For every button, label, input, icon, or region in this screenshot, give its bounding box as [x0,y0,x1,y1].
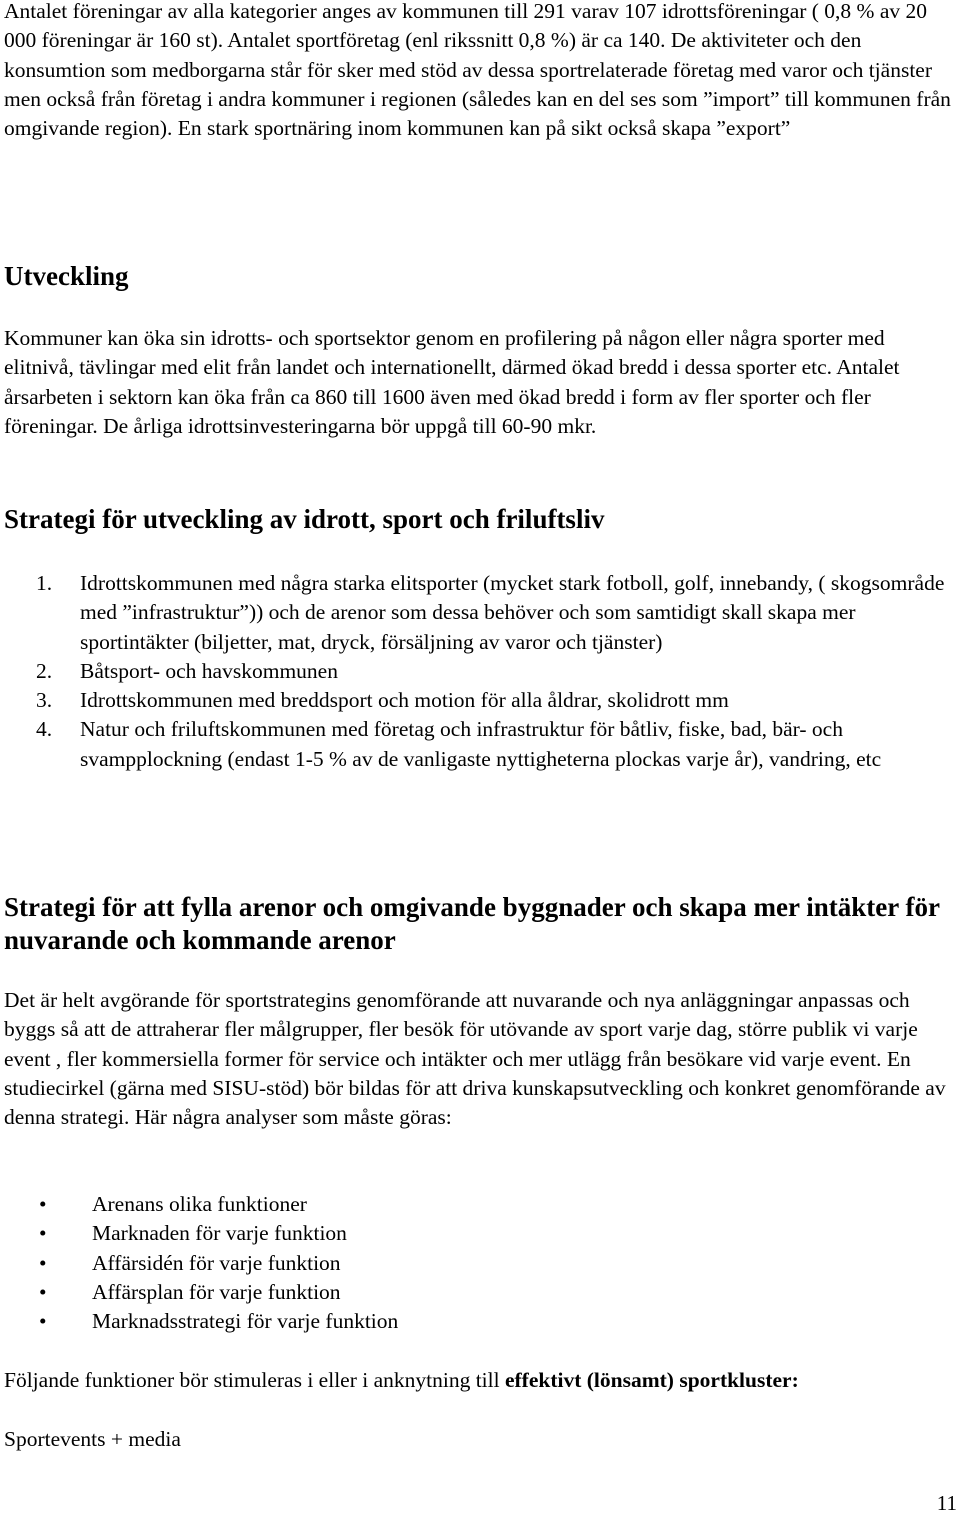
list-item [4,657,954,686]
list-item-text: Idrottskommunen med några starka elitsporter (mycket stark fotboll, golf, innebandy, ( skogsområde med ”infrastruktur”)) och de arenor som dessa behöver och som samtidigt skall skapa mer sportintäkter (biljetter, mat, dryck, försäljning av varor och tjänster) [80,571,945,654]
closing-last-line: Sportevents + media [4,1427,181,1451]
page-number: 11 [936,1491,957,1515]
closing-emphasis-text: effektivt (lönsamt) sportkluster: [504,1368,799,1392]
list-item [4,715,954,774]
list-number: 2. [36,658,53,683]
bullet-icon: • [39,1279,47,1304]
heading-strategi-arenor: Strategi för att fylla arenor och omgivande byggnader och skapa mer intäkter för nuvarande och kommande arenor [4,892,940,955]
closing-lead-text: Följande funktioner bör stimuleras i eller i anknytning till [4,1368,505,1392]
closing-paragraph [4,1366,954,1395]
list-item [4,569,954,657]
bullet-item [4,1307,954,1336]
bullet-item-text: Arenans olika funktioner [92,1192,307,1216]
bullet-icon: • [39,1250,47,1275]
list-item [4,686,954,715]
utveckling-paragraph: Kommuner kan öka sin idrotts- och sportsektor genom en profilering på någon eller några sporter med elitnivå, tävlingar med elit från landet och internationellt, därmed ökad bredd i dessa sporter etc. Antalet årsarbeten i sektorn kan öka från ca 860 till 1600 även med ökad bredd i form av fler sporter och fler föreningar. De årliga idrottsinvesteringarna bör uppgå till 60-90 mkr. [4,326,900,438]
list-item-text: Båtsport- och havskommunen [80,658,338,683]
bullet-item [4,1278,954,1307]
bullet-item [4,1249,954,1278]
list-number: 4. [36,717,53,742]
list-item-text: Natur och friluftskommunen med företag och infrastruktur för båtliv, fiske, bad, bär- och svampplockning (endast 1-5 % av de vanligaste nyttigheterna plockas varje år), vandring, etc [80,717,882,771]
list-number: 1. [36,571,53,595]
heading-utveckling: Utveckling [4,261,129,291]
bullet-icon: • [39,1192,47,1216]
arenor-paragraph: Det är helt avgörande för sportstrategins genomförande att nuvarande och nya anläggningar anpassas och byggs så att de attraherar fler målgrupper, fler besök för utövande av sport varje dag, större publik vi varje event , fler kommersiella former för service och intäkter och mer utlägg från besökare vid varje event. En studiecirkel (gärna med SISU-stöd) bör bildas för att driva kunskapsutveckling och konkret genomförande av denna strategi. Här några analyser som måste göras: [4,988,946,1130]
bullet-icon: • [39,1221,47,1246]
bullet-item-text: Affärsidén för varje funktion [92,1250,341,1275]
bullet-item-text: Marknadsstrategi för varje funktion [92,1309,399,1334]
intro-paragraph: Antalet föreningar av alla kategorier anges av kommunen till 291 varav 107 idrottsföreningar ( 0,8 % av 20 000 föreningar är 160 st). Antalet sportföretag (enl rikssnitt 0,8 %) är ca 140. De aktiviteter och den konsumtion som medborgarna står för sker med stöd av dessa sportrelaterade företag med varor och tjänster men också från företag i andra kommuner i regionen (således kan en del ses som ”import” till kommunen från omgivande region). En stark sportnäring inom kommunen kan på sikt också skapa ”export” [4,0,951,141]
bullet-icon: • [39,1309,47,1334]
bullet-item [4,1219,954,1248]
bullet-item-text: Affärsplan för varje funktion [92,1279,341,1304]
bullet-item [4,1190,954,1219]
bullet-item-text: Marknaden för varje funktion [92,1221,347,1246]
list-number: 3. [36,688,53,713]
heading-strategi-utveckling: Strategi för utveckling av idrott, sport och friluftsliv [4,504,605,534]
strategy-numbered-list [4,569,954,774]
analysis-bullet-list [4,1190,954,1336]
list-item-text: Idrottskommunen med breddsport och motion för alla åldrar, skolidrott mm [80,688,729,713]
